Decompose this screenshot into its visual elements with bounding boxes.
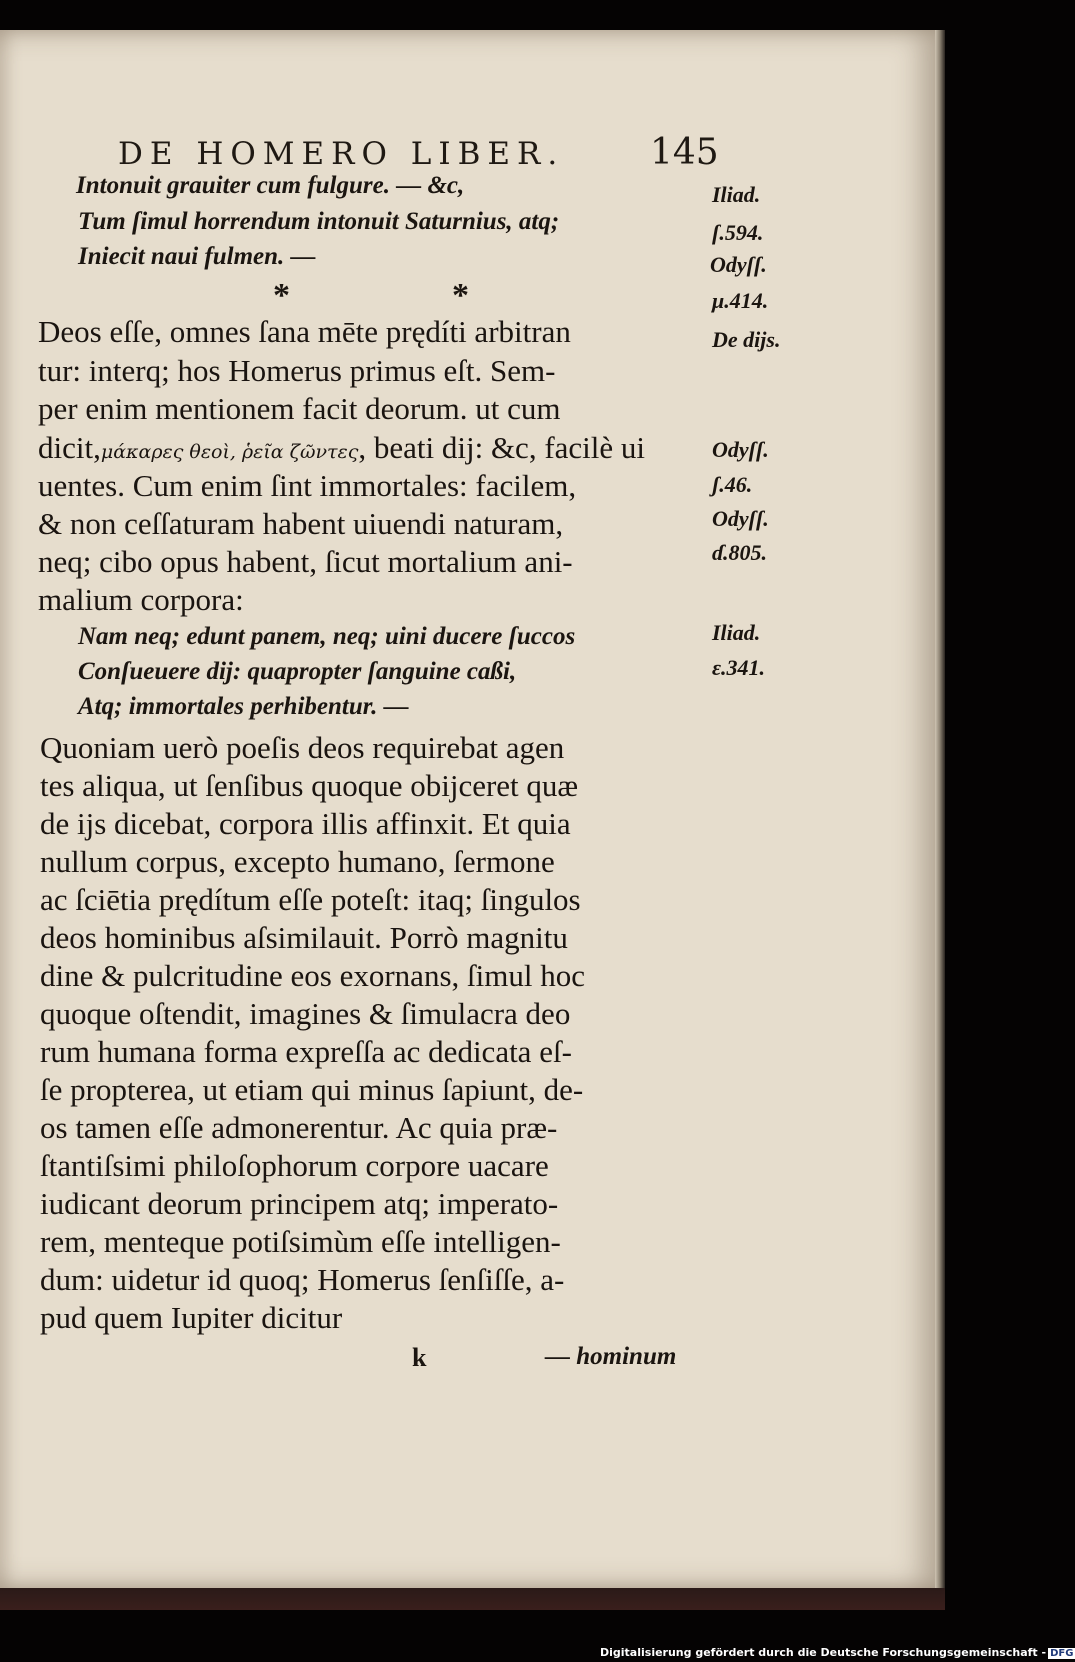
prose-line: rum humana forma expreſſa ac dedicata eſ- bbox=[40, 1034, 572, 1069]
margin-note: ſ.594. bbox=[712, 220, 764, 245]
verse-line: Nam neq; edunt panem, neq; uini ducere ſuccos bbox=[78, 623, 576, 650]
prose-segment: dicit, bbox=[38, 430, 101, 465]
prose-line: neq; cibo opus habent, ſicut mortalium ani- bbox=[38, 544, 573, 579]
prose-line: tes aliqua, ut ſenſibus quoque obijceret quæ bbox=[40, 768, 579, 803]
catchword: — hominum bbox=[545, 1343, 677, 1370]
page-number: 145 bbox=[650, 132, 719, 173]
margin-note: Odyſſ. bbox=[712, 437, 769, 462]
verse-line: Iniecit naui fulmen. — bbox=[78, 243, 316, 270]
prose-line: per enim mentionem facit deorum. ut cum bbox=[38, 391, 561, 426]
verse-line: Intonuit grauiter cum fulgure. — &c, bbox=[76, 172, 465, 199]
asterisk: * bbox=[452, 277, 469, 314]
prose-line: Deos eſſe, omnes ſana mēte prędíti arbitran bbox=[38, 314, 571, 349]
prose-line: deos hominibus aſsimilauit. Porrò magnitu bbox=[40, 920, 568, 955]
prose-line: malium corpora: bbox=[38, 582, 244, 617]
credit-text: Digitalisierung gefördert durch die Deutsche Forschungsgemeinschaft - bbox=[600, 1646, 1047, 1659]
margin-note: De dijs. bbox=[712, 327, 781, 352]
prose-segment: , beati dij: &c, facilè ui bbox=[358, 430, 646, 465]
running-title: DE HOMERO LIBER. bbox=[118, 136, 565, 172]
margin-note: ε.341. bbox=[712, 655, 766, 680]
prose-line: ſe propterea, ut etiam qui minus ſapiunt, de- bbox=[40, 1072, 584, 1107]
verse-line: Conſueuere dij: quapropter ſanguine caßi, bbox=[78, 658, 517, 685]
margin-note: Odyſſ. bbox=[712, 506, 769, 531]
page-bottom-strip bbox=[0, 1588, 945, 1610]
verse-line: Atq; immortales perhibentur. — bbox=[78, 693, 409, 720]
asterisk: * bbox=[273, 277, 290, 314]
prose-line: tur: interq; hos Homerus primus eſt. Sem- bbox=[38, 353, 556, 388]
prose-line: & non ceſſaturam habent uiuendi naturam, bbox=[38, 506, 564, 541]
prose-line: quoque oſtendit, imagines & ſimulacra deo bbox=[40, 996, 571, 1031]
prose-line-with-greek bbox=[38, 430, 645, 466]
margin-note: μ.414. bbox=[712, 288, 769, 313]
prose-line: os tamen eſſe admonerentur. Ac quia præ- bbox=[40, 1110, 558, 1145]
prose-line: dine & pulcritudine eos exornans, ſimul hoc bbox=[40, 958, 585, 993]
dfg-logo: DFG bbox=[1050, 1648, 1074, 1659]
margin-note: ɗ.805. bbox=[712, 540, 767, 565]
margin-note: Iliad. bbox=[712, 620, 761, 645]
page-edge bbox=[935, 30, 945, 1590]
prose-line: rem, menteque potiſsimùm eſſe intelligen- bbox=[40, 1224, 561, 1259]
signature-mark: k bbox=[412, 1343, 427, 1372]
prose-line: ac ſciētia prędítum eſſe poteſt: itaq; ſingulos bbox=[40, 882, 581, 917]
prose-line: uentes. Cum enim ſint immortales: facilem, bbox=[38, 468, 577, 503]
margin-note: Odyſſ. bbox=[710, 252, 767, 277]
prose-line: de ijs dicebat, corpora illis affinxit. Et quia bbox=[40, 806, 571, 841]
margin-note: Iliad. bbox=[712, 182, 761, 207]
verse-line: Tum ſimul horrendum intonuit Saturnius, atq; bbox=[78, 208, 560, 235]
digitization-credit bbox=[600, 1646, 1075, 1659]
prose-line: iudicant deorum principem atq; imperato- bbox=[40, 1186, 559, 1221]
prose-line: pud quem Iupiter dicitur bbox=[40, 1300, 343, 1335]
prose-line: ſtantiſsimi philoſophorum corpore uacare bbox=[40, 1148, 549, 1183]
margin-note: ʃ.46. bbox=[712, 472, 753, 497]
prose-line: nullum corpus, excepto humano, ſermone bbox=[40, 844, 555, 879]
greek-quote: μάκαρες θεοὶ, ῥεῖα ζῶντες bbox=[100, 441, 359, 463]
prose-line: dum: uidetur id quoq; Homerus ſenſiſſe, a- bbox=[40, 1262, 565, 1297]
prose-line: Quoniam uerò poeſis deos requirebat agen bbox=[40, 730, 565, 765]
